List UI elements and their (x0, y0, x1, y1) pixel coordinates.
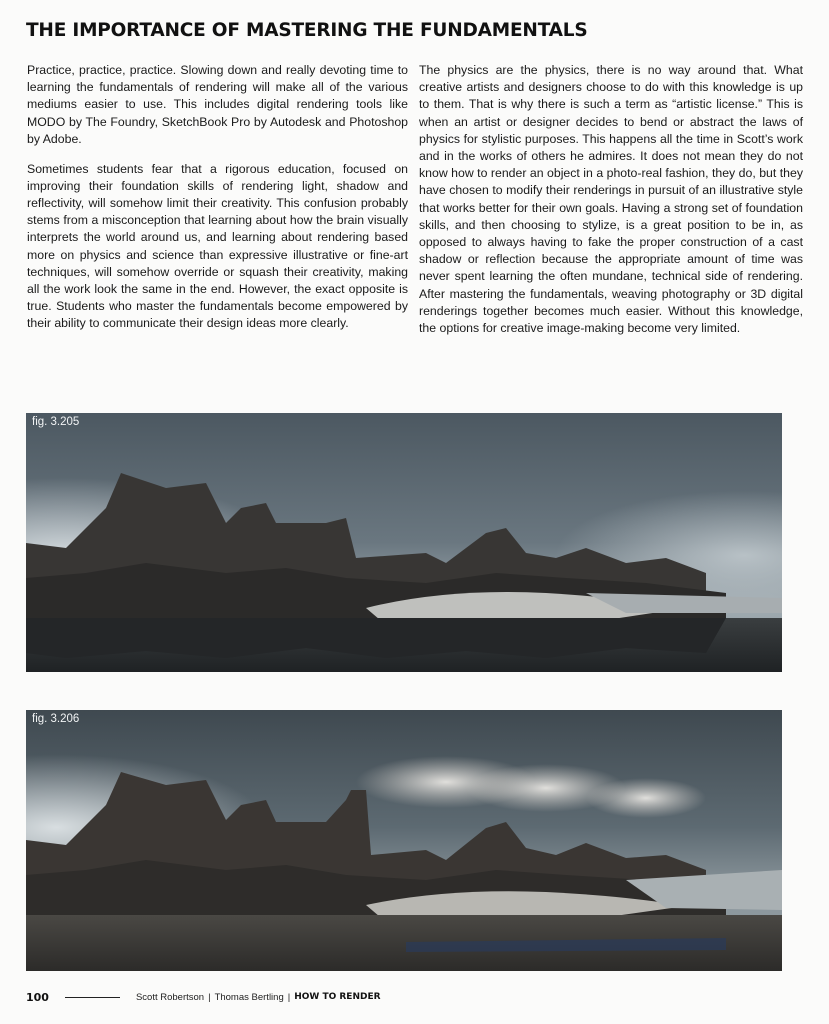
right-text-column (419, 62, 803, 350)
footer-separator: | (287, 991, 291, 1003)
book-title: HOW TO RENDER (294, 992, 381, 1002)
wreckage-landscape-with-smoke-image (26, 710, 782, 971)
paragraph: Practice, practice, practice. Slowing down and really devoting time to learning the fundamentals of rendering will make all of the various mediums easier to use. This includes digital rendering tools like MODO by The Foundry, SketchBook Pro by Autodesk and Photoshop by Adobe. (27, 63, 408, 146)
footer-rule (65, 997, 120, 998)
page-footer (26, 989, 381, 1005)
left-text-column (27, 62, 408, 345)
author-name: Thomas Bertling (214, 991, 284, 1003)
figure-3-206 (26, 710, 782, 971)
figure-3-205 (26, 413, 782, 672)
author-name: Scott Robertson (135, 991, 205, 1003)
paragraph: The physics are the physics, there is no way around that. What creative artists and designers choose to do with this knowledge is up to them. That is why there is such a term as “artistic license.” This is when an artist or designer decides to bend or abstract the laws of physics for stylistic purposes. This happens all the time in Scott’s work and in the works of others he admires. It does not mean they do not know how to render an object in a photo-real fashion, they do, but they have chosen to modify their renderings in pursuit of an illustrative style that works better for their own goals. Having a strong set of foundation skills, and then choosing to stylize, is a great position to be in, as opposed to always having to fake the proper construction of a cast shadow or reflection because the appropriate amount of time was never spent learning the often mundane, technical side of rendering. After mastering the fundamentals, weaving photography or 3D digital renderings together becomes much easier. Without this knowledge, the options for creative image-making become very limited. (419, 63, 803, 336)
page-number: 100 (26, 990, 49, 1004)
page-title: THE IMPORTANCE OF MASTERING THE FUNDAMENTALS (26, 20, 588, 41)
figure-label: fig. 3.205 (32, 416, 80, 428)
wreckage-landscape-image (26, 413, 782, 672)
paragraph: Sometimes students fear that a rigorous education, focused on improving their foundation skills of rendering light, shadow and reflectivity, will somehow limit their creativity. This confusion probably stems from a misconception that learning about how the brain visually interprets the world around us, and learning about rendering based more on physics and science than expressive illustrative or fine-art techniques, will somehow override or squash their creativity, making all the work look the same in the end. However, the exact opposite is true. Students who master the fundamentals become empowered by their ability to communicate their design ideas more clearly. (27, 161, 408, 331)
figure-label: fig. 3.206 (32, 713, 80, 725)
footer-separator: | (208, 991, 211, 1003)
